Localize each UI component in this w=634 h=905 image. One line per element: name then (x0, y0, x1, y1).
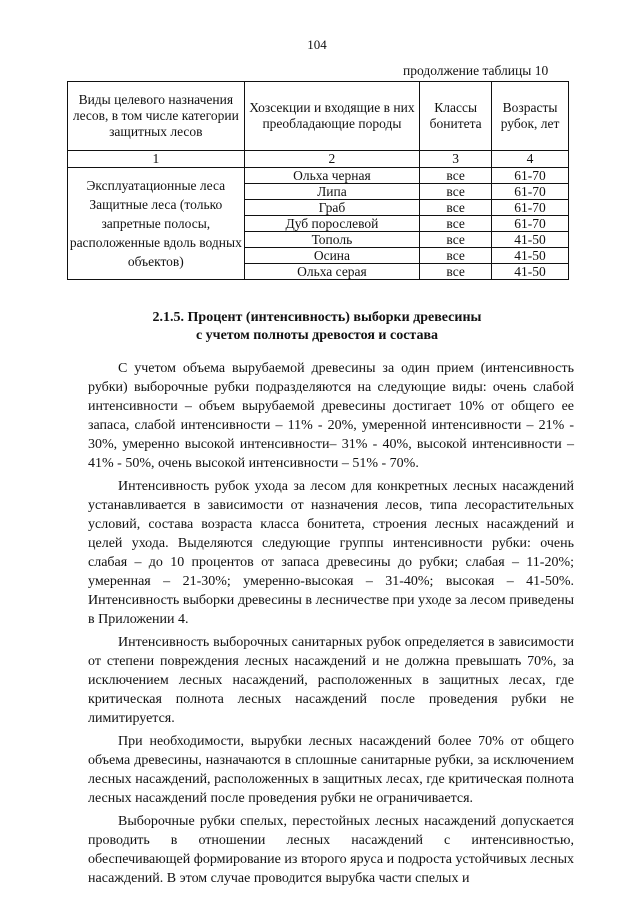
section-heading-line: с учетом полноты древостоя и состава (195, 328, 439, 343)
paragraph: При необходимости, вырубки лесных насаждений более 70% от общего объема древесины, назначаются в сплошные санитарные рубки, за исключением лесных насаждений, расположенных в защитных лесах, где критическая полнота лесных насаждений после проведения рубки не ограничивается. (88, 734, 574, 806)
age-cell: 41-50 (492, 248, 569, 264)
forest-type-cell: Эксплуатационные леса Защитные леса (только запретные полосы, расположенные вдоль водных объектов) (68, 168, 245, 280)
table-header-row (68, 82, 569, 151)
species-cell: Ольха черная (244, 168, 420, 184)
table-continuation-label: продолжение таблицы 10 (403, 63, 549, 78)
table-column-numbers-row (68, 151, 569, 168)
species-cell: Дуб порослевой (244, 216, 420, 232)
page-number: 104 (307, 37, 327, 52)
body-text (88, 359, 574, 892)
header-forest-purpose: Виды целевого назначения лесов, в том числе категории защитных лесов (68, 82, 245, 151)
header-cutting-age: Возрасты рубок, лет (492, 82, 569, 151)
paragraph: С учетом объема вырубаемой древесины за один прием (интенсивность рубки) выборочные рубки подразделяются на следующие виды: очень слабой интенсивности – объем вырубаемой древесины достигает 10% от общего ее запаса, слабой интенсивности – 11% - 20%, умеренной интенсивности – 21% - 30%, умеренно высокой интенсивности– 31% - 40%, высокой интенсивности – 41% - 50%, очень высокой интенсивности – 51% - 70%. (88, 361, 574, 471)
section-heading-line: 2.1.5. Процент (интенсивность) выборки древесины (152, 310, 482, 325)
bonitet-cell: все (420, 216, 492, 232)
age-cell: 61-70 (492, 200, 569, 216)
header-species: Хозсекции и входящие в них преобладающие породы (244, 82, 420, 151)
age-cell: 61-70 (492, 184, 569, 200)
species-cell: Липа (244, 184, 420, 200)
species-cell: Осина (244, 248, 420, 264)
bonitet-cell: все (420, 200, 492, 216)
species-cell: Граб (244, 200, 420, 216)
paragraph: Интенсивность рубок ухода за лесом для конкретных лесных насаждений устанавливается в зависимости от назначения лесов, типа лесорастительных условий, состава возраста класса бонитета, строения лесных насаждений и целей ухода. Выделяются следующие группы интенсивности рубки: очень слабая – до 10 процентов от запаса древесины до рубки; слабая – 11-20%; умеренная – 21-30%; умеренно-высокая – 31-40%; высокая – 41-50%. Интенсивность выборки древесины в лесничестве при уходе за лесом приведены в Приложении 4. (88, 479, 574, 627)
column-number: 1 (68, 151, 245, 168)
age-cell: 61-70 (492, 168, 569, 184)
table-row (68, 168, 569, 184)
age-cell: 41-50 (492, 264, 569, 280)
column-number: 2 (244, 151, 420, 168)
species-cell: Ольха серая (244, 264, 420, 280)
bonitet-cell: все (420, 232, 492, 248)
column-number: 4 (492, 151, 569, 168)
bonitet-cell: все (420, 248, 492, 264)
paragraph: Интенсивность выборочных санитарных рубок определяется в зависимости от степени повреждения лесных насаждений и не должна превышать 70%, за исключением лесных насаждений, расположенных в защитных лесах, где критическая полнота лесных насаждений после проведения рубки не лимитируется. (88, 635, 574, 726)
table-10 (67, 81, 569, 280)
header-bonitet: Классы бонитета (420, 82, 492, 151)
section-heading (60, 309, 574, 345)
bonitet-cell: все (420, 168, 492, 184)
bonitet-cell: все (420, 264, 492, 280)
paragraph: Выборочные рубки спелых, перестойных лесных насаждений допускается проводить в отношении лесных насаждений с интенсивностью, обеспечивающей формирование из второго яруса и подроста устойчивых лесных насаждений. В этом случае проводится вырубка части спелых и (88, 814, 574, 886)
column-number: 3 (420, 151, 492, 168)
bonitet-cell: все (420, 184, 492, 200)
age-cell: 41-50 (492, 232, 569, 248)
age-cell: 61-70 (492, 216, 569, 232)
species-cell: Тополь (244, 232, 420, 248)
